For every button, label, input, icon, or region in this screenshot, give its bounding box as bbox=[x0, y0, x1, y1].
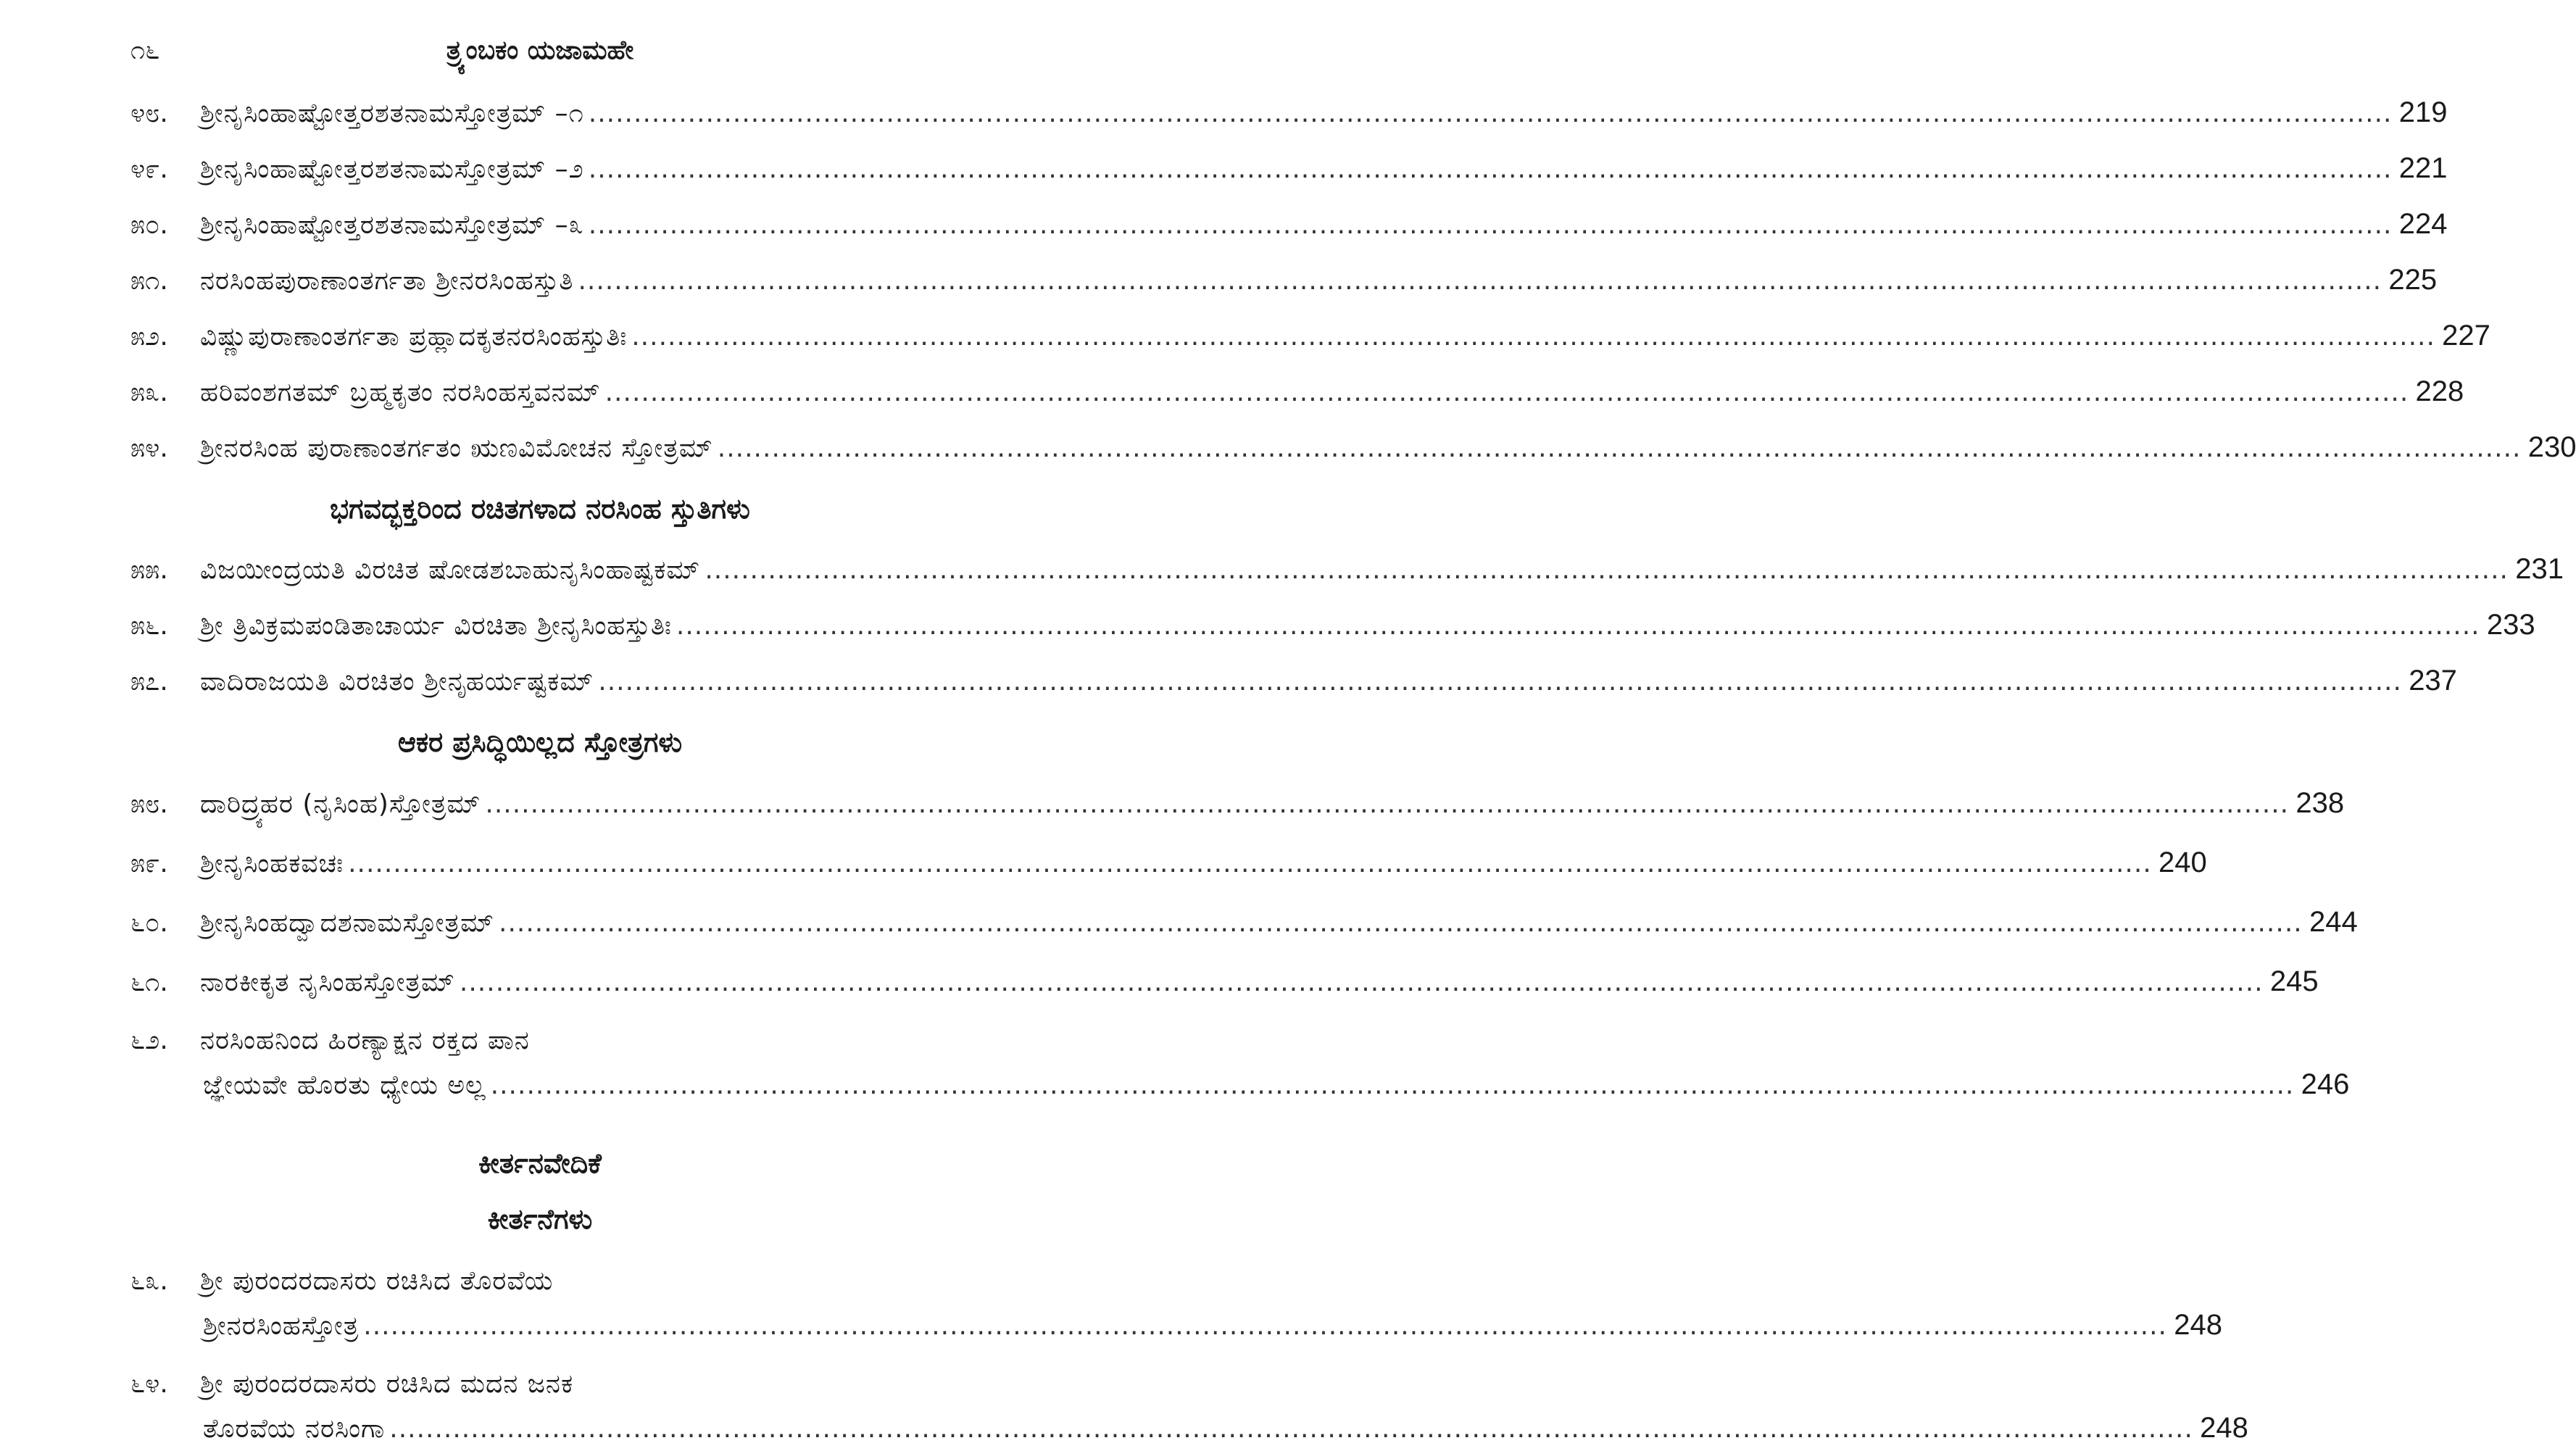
entry-title: ಶ್ರೀನೃಸಿಂಹಕವಚಃ bbox=[200, 849, 344, 878]
dot-leader: ........................................................................................................................................................................................................ bbox=[717, 433, 2522, 463]
toc-entry bbox=[130, 659, 2457, 702]
entry-page: 246 bbox=[2301, 1068, 2350, 1100]
dot-leader: ........................................................................................................................................................................................................ bbox=[485, 789, 2290, 819]
entry-page: 221 bbox=[2398, 152, 2448, 184]
entry-title: ಶ್ರೀ ತ್ರಿವಿಕ್ರಮಪಂಡಿತಾಚಾರ್ಯ ವಿರಚಿತಾ ಶ್ರೀನೃಸಿಂಹಸ್ತುತಿಃ bbox=[200, 611, 672, 641]
toc-entry bbox=[130, 960, 2319, 1003]
dot-leader: ........................................................................................................................................................................................................ bbox=[604, 378, 2409, 407]
toc-entry bbox=[130, 91, 2448, 134]
toc-entry bbox=[130, 841, 2207, 884]
dot-leader: ........................................................................................................................................................................................................ bbox=[588, 99, 2393, 128]
entry-title: ವಿಜಯೀಂದ್ರಯತಿ ವಿರಚಿತ ಷೋಡಶಬಾಹುನೃಸಿಂಹಾಷ್ಟಕಮ್ bbox=[200, 555, 701, 585]
entry-title-continued: ತೊರವೆಯ ನರಸಿಂಗಾ bbox=[203, 1414, 386, 1444]
entry-number: ೬೩. bbox=[130, 1266, 168, 1296]
entry-title-continued: ಶ್ರೀನರಸಿಂಹಸ್ತೋತ್ರ bbox=[203, 1311, 360, 1341]
entry-number: ೬೪. bbox=[130, 1369, 168, 1399]
toc-entry bbox=[130, 370, 2464, 413]
entry-title: ಶ್ರೀನೃಸಿಂಹದ್ವಾದಶನಾಮಸ್ತೋತ್ರಮ್ bbox=[200, 908, 495, 938]
toc-entry bbox=[130, 1260, 2222, 1347]
entry-title: ಶ್ರೀನೃಸಿಂಹಾಷ್ಟೋತ್ತರಶತನಾಮಸ್ತೋತ್ರಮ್ –೧ bbox=[200, 99, 584, 128]
dot-leader: ........................................................................................................................................................................................................ bbox=[676, 611, 2480, 641]
toc-entry bbox=[130, 547, 2564, 591]
entry-page: 224 bbox=[2398, 208, 2448, 240]
dot-leader: ........................................................................................................................................................................................................ bbox=[631, 322, 2435, 352]
toc-entry bbox=[130, 1019, 2350, 1106]
entry-title: ವಿಷ್ಣುಪುರಾಣಾಂತರ್ಗತಾ ಪ್ರಹ್ಲಾದಕೃತನರಸಿಂಹಸ್ತುತಿಃ bbox=[200, 322, 628, 352]
entry-title: ಶ್ರೀನೃಸಿಂಹಾಷ್ಟೋತ್ತರಶತನಾಮಸ್ತೋತ್ರಮ್ –೨ bbox=[200, 154, 584, 184]
entry-title: ನಾರಕೀಕೃತ ನೃಸಿಂಹಸ್ತೋತ್ರಮ್ bbox=[200, 968, 455, 997]
entry-number: ೫೨. bbox=[130, 322, 168, 352]
dot-leader: ........................................................................................................................................................................................................ bbox=[578, 266, 2382, 296]
entry-title: ದಾರಿದ್ರ್ಯಹರ (ನೃಸಿಂಹ)ಸ್ತೋತ್ರಮ್ bbox=[200, 789, 481, 819]
toc-entry bbox=[130, 603, 2535, 646]
section-heading: ಕೀರ್ತನವೇದಿಕೆ bbox=[478, 1147, 602, 1179]
dot-leader: ........................................................................................................................................................................................................ bbox=[598, 667, 2402, 697]
entry-page: 248 bbox=[2200, 1412, 2248, 1444]
entry-number: ೫೧. bbox=[130, 266, 168, 296]
entry-page: 244 bbox=[2309, 906, 2358, 938]
dot-leader: ........................................................................................................................................................................................................ bbox=[459, 968, 2264, 997]
entry-number: ೬೦. bbox=[130, 908, 168, 938]
toc-entry bbox=[130, 258, 2438, 302]
toc-entry bbox=[130, 202, 2448, 246]
entry-title: ಶ್ರೀನೃಸಿಂಹಾಷ್ಟೋತ್ತರಶತನಾಮಸ್ತೋತ್ರಮ್ –೩ bbox=[200, 210, 584, 240]
entry-number: ೫೫. bbox=[130, 555, 168, 585]
dot-leader: ........................................................................................................................................................................................................ bbox=[348, 849, 2152, 878]
entry-title: ನರಸಿಂಹಪುರಾಣಾಂತರ್ಗತಾ ಶ್ರೀನರಸಿಂಹಸ್ತುತಿ bbox=[200, 266, 574, 296]
entry-page: 230 bbox=[2527, 431, 2576, 463]
entry-title: ಶ್ರೀ ಪುರಂದರದಾಸರು ರಚಿಸಿದ ತೊರವೆಯ bbox=[200, 1266, 554, 1296]
entry-page: 231 bbox=[2515, 553, 2564, 585]
toc-entry bbox=[130, 314, 2490, 357]
entry-page: 238 bbox=[2295, 787, 2345, 819]
entry-number: ೬೧. bbox=[130, 968, 168, 997]
entry-page: 219 bbox=[2398, 96, 2448, 128]
section-heading: ಭಗವದ್ಭಕ್ತರಿಂದ ರಚಿತಗಳಾದ ನರಸಿಂಹ ಸ್ತುತಿಗಳು bbox=[330, 493, 750, 525]
section-heading: ಆಕರ ಪ್ರಸಿದ್ಧಿಯಿಲ್ಲದ ಸ್ತೋತ್ರಗಳು bbox=[397, 726, 683, 758]
entry-page: 225 bbox=[2388, 264, 2438, 296]
entry-number: ೫೦. bbox=[130, 210, 168, 240]
entry-title: ಶ್ರೀನರಸಿಂಹ ಪುರಾಣಾಂತರ್ಗತಂ ಋಣವಿಮೋಚನ ಸ್ತೋತ್ರಮ್ bbox=[200, 433, 713, 463]
entry-page: 233 bbox=[2486, 609, 2535, 641]
entry-number: ೪೮. bbox=[130, 99, 168, 128]
entry-number: ೫೮. bbox=[130, 789, 168, 819]
toc-entry bbox=[130, 146, 2448, 190]
entry-page: 248 bbox=[2174, 1309, 2222, 1341]
entry-page: 227 bbox=[2442, 320, 2490, 352]
dot-leader: ........................................................................................................................................................................................................ bbox=[705, 555, 2509, 585]
toc-entry bbox=[130, 425, 2576, 469]
page-header bbox=[130, 29, 950, 72]
entry-title: ಶ್ರೀ ಪುರಂದರದಾಸರು ರಚಿಸಿದ ಮದನ ಜನಕ bbox=[200, 1369, 574, 1399]
dot-leader: ........................................................................................................................................................................................................ bbox=[389, 1414, 2193, 1444]
entry-number: ೫೯. bbox=[130, 849, 168, 878]
section-heading: ಕೀರ್ತನೆಗಳು bbox=[487, 1203, 593, 1235]
entry-page: 240 bbox=[2159, 847, 2207, 878]
toc-entry bbox=[130, 900, 2358, 944]
entry-number: ೫೭. bbox=[130, 667, 168, 697]
entry-number: ೫೪. bbox=[130, 433, 168, 463]
entry-title: ಹರಿವಂಶಗತಮ್ ಬ್ರಹ್ಮಕೃತಂ ನರಸಿಂಹಸ್ತವನಮ್ bbox=[200, 378, 601, 407]
entry-page: 237 bbox=[2409, 665, 2457, 697]
dot-leader: ........................................................................................................................................................................................................ bbox=[490, 1070, 2295, 1100]
dot-leader: ........................................................................................................................................................................................................ bbox=[499, 908, 2303, 938]
dot-leader: ........................................................................................................................................................................................................ bbox=[588, 210, 2393, 240]
toc-entry bbox=[130, 1363, 2248, 1450]
entry-page: 228 bbox=[2415, 375, 2464, 407]
toc-entry bbox=[130, 781, 2345, 825]
page-number: ೧೬ bbox=[130, 36, 160, 65]
running-title: ತ್ರ್ಯಂಬಕಂ ಯಜಾಮಹೇ bbox=[446, 36, 634, 65]
entry-number: ೫೬. bbox=[130, 611, 168, 641]
entry-title-continued: ಜ್ಞೇಯವೇ ಹೊರತು ಧ್ಯೇಯ ಅಲ್ಲ bbox=[203, 1070, 486, 1100]
dot-leader: ........................................................................................................................................................................................................ bbox=[363, 1311, 2167, 1341]
dot-leader: ........................................................................................................................................................................................................ bbox=[588, 154, 2393, 184]
entry-number: ೫೩. bbox=[130, 378, 168, 407]
entry-title: ವಾದಿರಾಜಯತಿ ವಿರಚಿತಂ ಶ್ರೀನೃಹರ್ಯಷ್ಟಕಮ್ bbox=[200, 667, 594, 697]
entry-number: ೬೨. bbox=[130, 1026, 168, 1055]
entry-page: 245 bbox=[2269, 965, 2319, 997]
entry-number: ೪೯. bbox=[130, 154, 168, 184]
entry-title: ನರಸಿಂಹನಿಂದ ಹಿರಣ್ಯಾಕ್ಷನ ರಕ್ತದ ಪಾನ bbox=[200, 1026, 530, 1055]
